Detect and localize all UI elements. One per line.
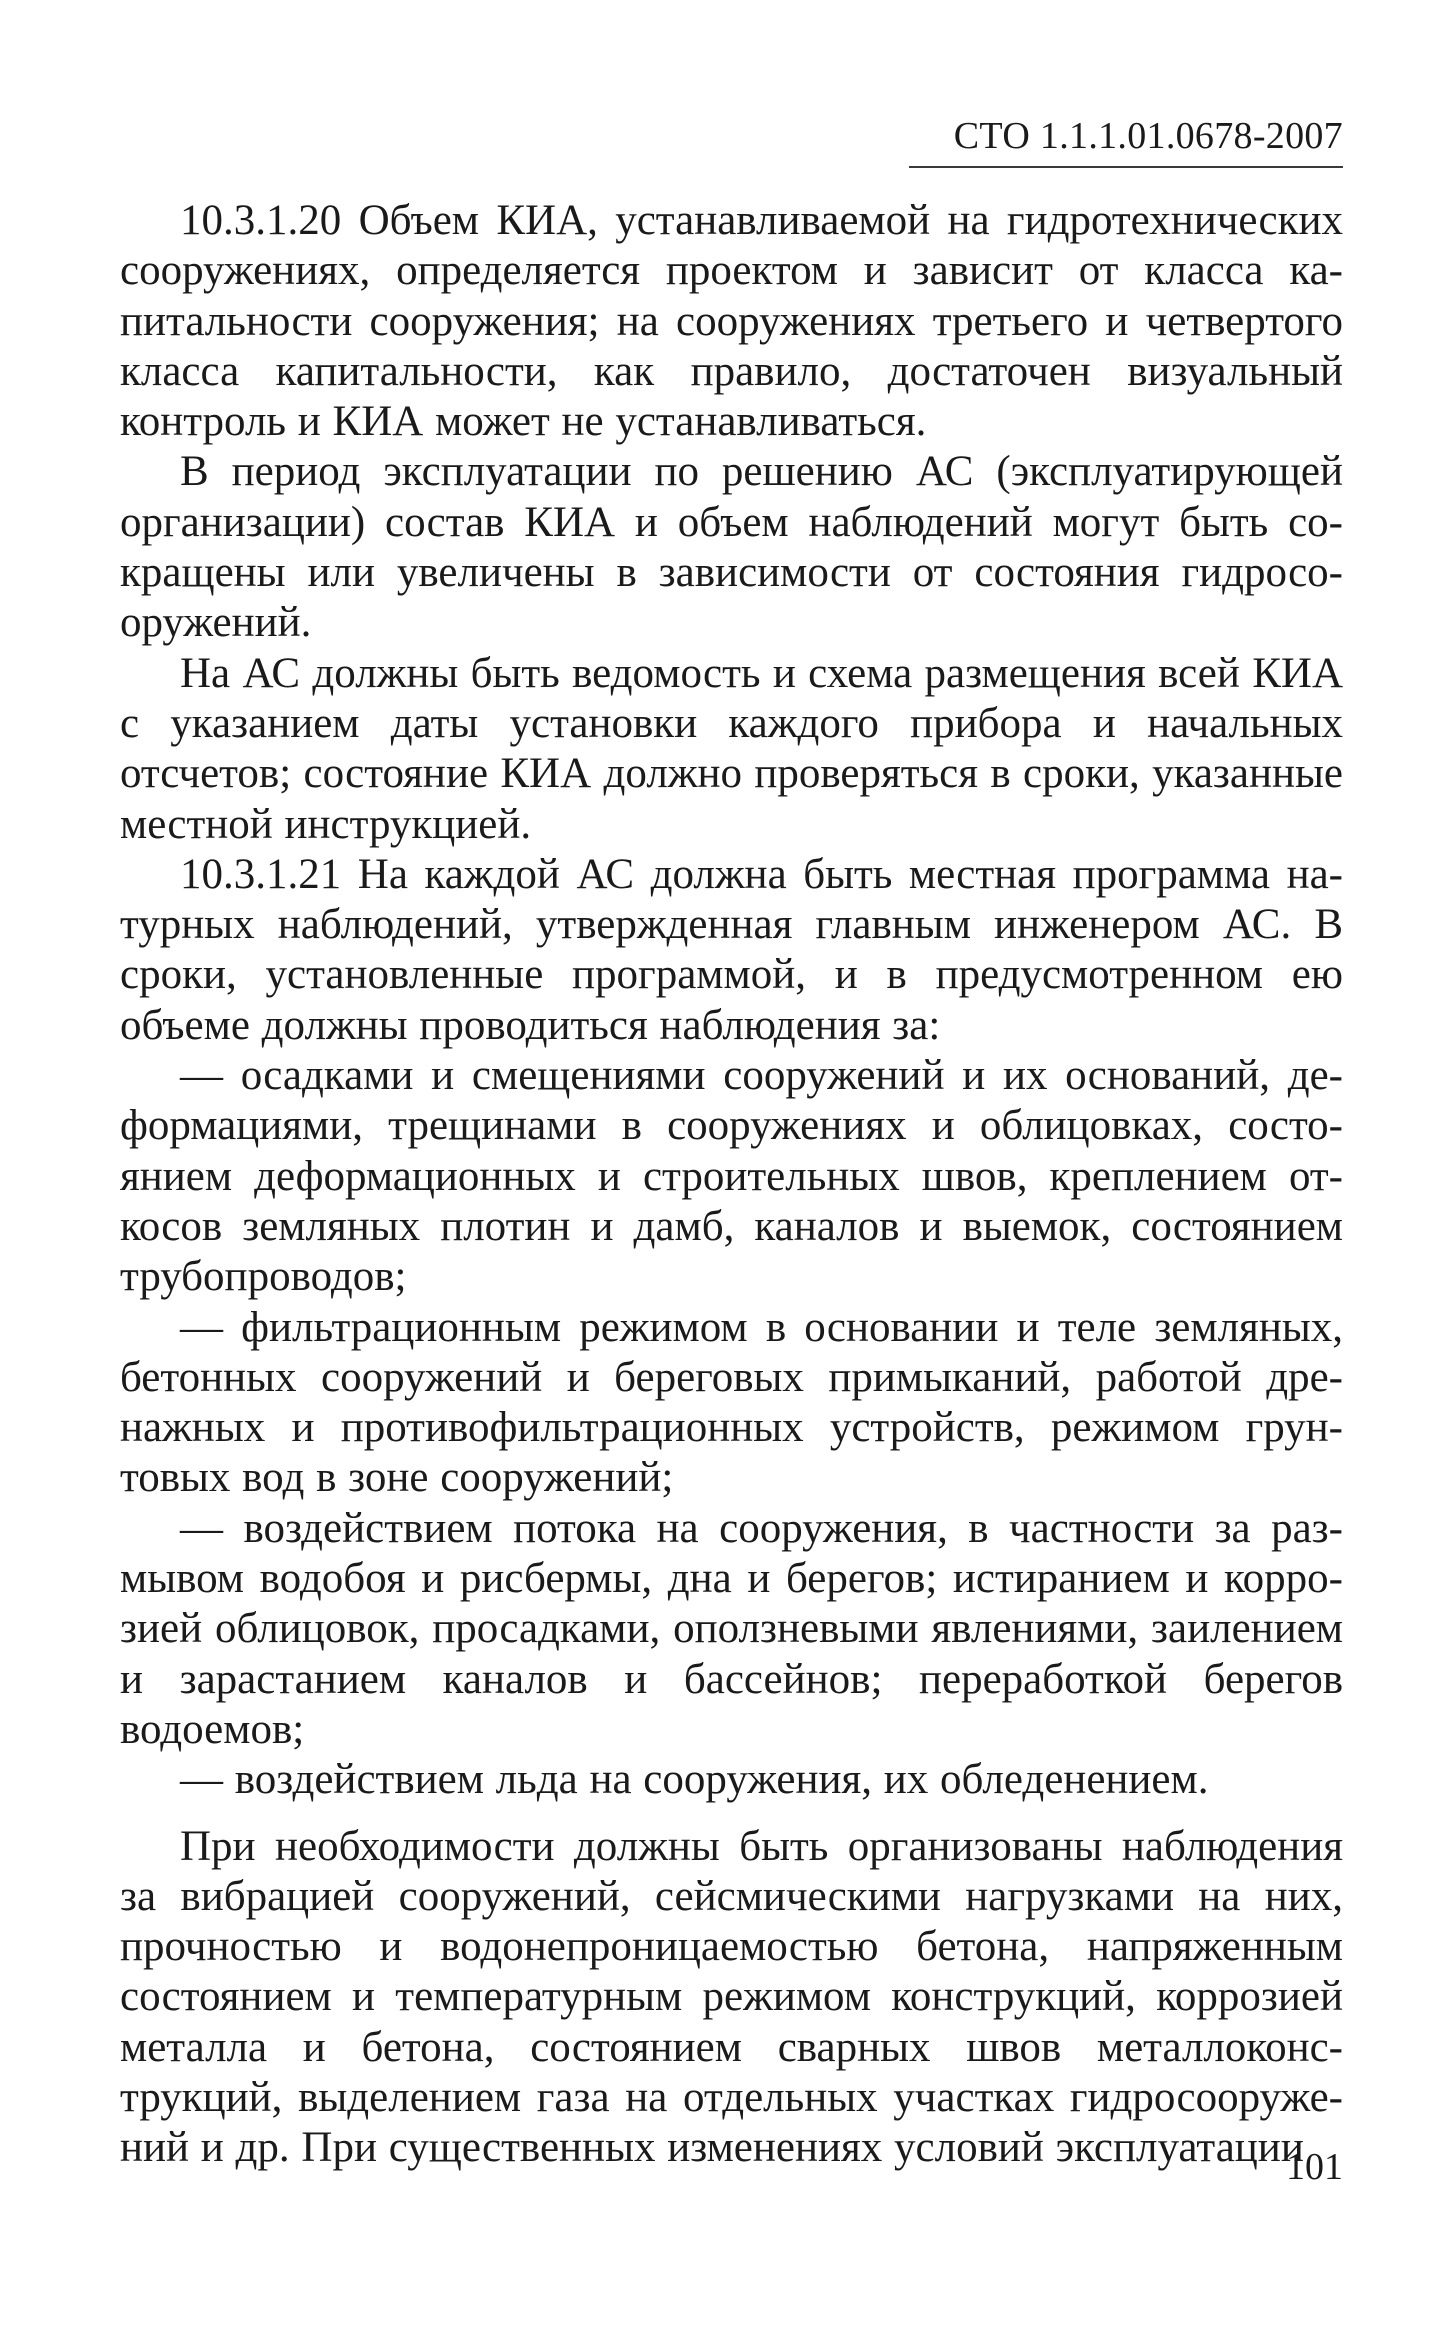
document-code-header: СТО 1.1.1.01.0678-2007 [909,114,1343,168]
list-item-flow-impact: — воздействием потока на сооружения, в частности за размывом водобоя и рисбермы, дна и берегов; истиранием и коррозией облицовок, просадками, оползневыми явлениями, заилением и зарастанием каналов и бассейнов; переработкой берегов водоемов; [120,1504,1343,1753]
paragraph-operation-period: В период эксплуатации по решению АС (эксплуатирующей организации) состав КИА и объем наблюдений могут быть сокращены или увеличены в зависимости от состояния гидросооружений. [120,448,1343,647]
paragraph-10-3-1-21: 10.3.1.21 На каждой АС должна быть местная программа натурных наблюдений, утвержденная главным инженером АС. В сроки, установленные программой, и в предусмотренном ею объеме должны проводиться наблюдения за: [120,850,1343,1049]
paragraph-additional-observations: При необходимости должны быть организованы наблюдения за вибрацией сооружений, сейсмическими нагрузками на них, прочностью и водонепроницаемостью бетона, напряженным состоянием и температурным режимом конструкций, коррозией металла и бетона, состоянием сварных швов металлоконструкций, выделением газа на отдельных участках гидросооружений и др. При существенных изменениях условий эксплуатации [120,1822,1343,2172]
list-item-filtration: — фильтрационным режимом в основании и теле земляных, бетонных сооружений и береговых примыканий, работой дренажных и противофильтрационных устройств, режимом грунтовых вод в зоне сооружений; [120,1303,1343,1502]
paragraph-kia-register: На АС должны быть ведомость и схема размещения всей КИА с указанием даты установки каждого прибора и начальных отсчетов; состояние КИА должно проверяться в сроки, указанные местной инструкцией. [120,649,1343,848]
paragraph-10-3-1-20: 10.3.1.20 Объем КИА, устанавливаемой на гидротехнических сооружениях, определяется проектом и зависит от класса капитальности сооружения; на сооружениях третьего и четвертого класса капитальности, как правило, достаточен визуальный контроль и КИА может не устанавливаться. [120,197,1343,446]
page-number: 101 [1286,2146,1343,2188]
list-item-ice-impact: — воздействием льда на сооружения, их обледенением. [180,1756,1209,1804]
body-text [120,196,1343,2174]
list-item-settlements: — осадками и смещениями сооружений и их оснований, деформациями, трещинами в сооружениях и облицовках, состоянием деформационных и строительных швов, креплением откосов земляных плотин и дамб, каналов и выемок, состоянием трубопроводов; [120,1052,1343,1301]
